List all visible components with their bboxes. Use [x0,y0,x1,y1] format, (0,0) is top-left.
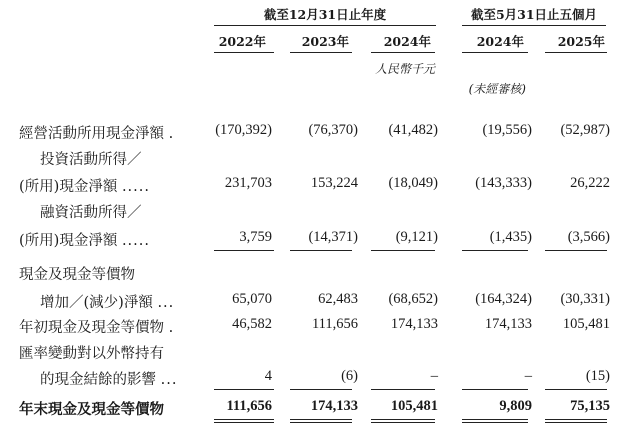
table-cell: – [524,368,532,384]
double-rule-bottom [290,422,352,423]
header-full-year: 截至12月31日止年度 [263,7,387,22]
row-label-dots: ... [160,372,178,388]
table-cell: (6) [341,368,358,384]
row-label-text: 年初現金及現金等價物 [19,320,164,336]
subtotal-rule [290,389,352,390]
subtotal-rule [462,389,528,390]
table-cell: (41,482) [388,122,438,138]
table-cell: (3,566) [567,229,610,245]
double-rule-top [371,419,435,420]
subtotal-rule [545,389,607,390]
table-cell: (1,435) [489,229,532,245]
year-header-2: 2023年 [301,34,349,49]
table-cell: 4 [264,368,272,384]
header-five-months: 截至5月31日止五個月 [470,7,598,22]
table-cell: 62,483 [318,291,358,307]
year-header-3: 2024年 [383,34,431,49]
year-rule-4 [462,52,528,53]
table-cell: (14,371) [308,229,358,245]
subtotal-rule [290,250,352,251]
row-label-text: (所用)現金淨額 [19,233,118,249]
table-cell: 153,224 [310,175,358,191]
year-header-1: 2022年 [218,34,266,49]
row-label-dots: ..... [121,179,150,195]
table-cell: (164,324) [475,291,532,307]
table-cell: 231,703 [224,175,272,191]
table-cell: 105,481 [562,316,610,332]
table-cell: (170,392) [215,122,272,138]
double-rule-top [545,419,607,420]
table-cell: 111,656 [311,316,358,332]
table-cell: 65,070 [232,291,272,307]
row-label-line1: 融資活動所得／ [40,205,142,221]
row-label [19,175,150,196]
total-cell: 105,481 [390,398,438,414]
table-cell: 3,759 [239,229,272,245]
row-label-text: (所用)現金淨額 [19,179,118,195]
table-cell: 46,582 [232,316,272,332]
table-cell: (52,987) [560,122,610,138]
double-rule-bottom [545,422,607,423]
table-cell: (9,121) [395,229,438,245]
subtotal-rule [214,389,274,390]
row-label [40,368,177,389]
row-label-line1: 投資活動所得／ [40,152,142,168]
table-cell: 174,133 [390,316,438,332]
table-cell: – [430,368,438,384]
total-label: 年末現金及現金等價物 [19,401,164,418]
double-rule-top [290,419,352,420]
row-label [19,229,150,250]
table-cell: 26,222 [570,175,610,191]
double-rule-top [462,419,528,420]
subtotal-rule [545,250,607,251]
table-cell: (143,333) [475,175,532,191]
subtotal-rule [214,250,274,251]
year-header-4: 2024年 [476,34,524,49]
table-cell: 174,133 [484,316,532,332]
subtotal-rule [371,250,435,251]
table-cell: (76,370) [308,122,358,138]
row-label-text: 增加／(減少)淨額 [40,295,153,311]
subtotal-rule [371,389,435,390]
year-rule-3 [371,52,435,53]
table-cell: (68,652) [388,291,438,307]
header-full-year-rule [214,25,436,26]
table-cell: (19,556) [482,122,532,138]
row-label [40,291,174,312]
double-rule-top [214,419,274,420]
row-label [19,122,174,143]
total-cell: 174,133 [310,398,358,414]
table-cell: (30,331) [560,291,610,307]
row-label-dots: . [168,126,175,142]
row-label-dots: ... [157,295,175,311]
double-rule-bottom [371,422,435,423]
unaudited-caption: (未經審核) [468,82,526,96]
double-rule-bottom [462,422,528,423]
subtotal-rule [462,250,528,251]
double-rule-bottom [214,422,274,423]
total-cell: 75,135 [570,398,610,414]
row-label-line1: 現金及現金等價物 [19,267,135,283]
table-cell: (15) [585,368,610,384]
row-label-text: 經營活動所用現金淨額 [19,126,164,142]
unit-caption: 人民幣千元 [374,62,435,76]
year-rule-5 [545,52,607,53]
total-cell: 111,656 [226,398,272,414]
year-rule-2 [290,52,352,53]
row-label-line1: 匯率變動對以外幣持有 [19,346,164,362]
row-label-text: 的現金結餘的影響 [40,372,156,388]
table-cell: (18,049) [388,175,438,191]
year-rule-1 [214,52,274,53]
total-cell: 9,809 [499,398,532,414]
year-header-5: 2025年 [557,34,605,49]
header-five-months-rule [462,25,606,26]
row-label-dots: ..... [121,233,150,249]
row-label-dots: . [168,320,175,336]
row-label [19,316,174,337]
